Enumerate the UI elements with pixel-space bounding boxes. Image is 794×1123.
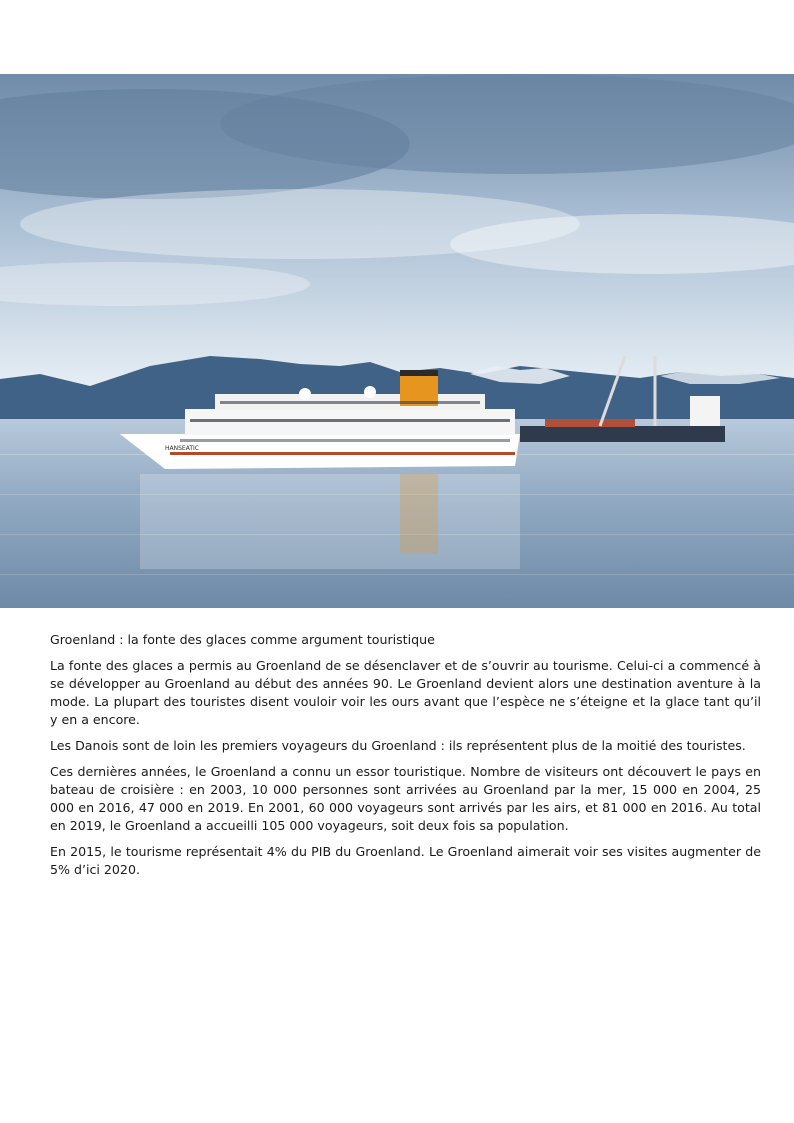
article-paragraph: Les Danois sont de loin les premiers voyageurs du Groenland : ils représentent plus de la moitié des touristes. [50, 738, 746, 753]
article [50, 631, 761, 887]
sky [0, 74, 794, 394]
article-paragraph: En 2015, le tourisme représentait 4% du PIB du Groenland. Le Groenland aimerait voir ses visites augmenter de 5% d’ici 2020. [50, 844, 761, 877]
reflections [140, 474, 520, 569]
article-title: Groenland : la fonte des glaces comme argument touristique [50, 632, 435, 647]
article-paragraph: La fonte des glaces a permis au Groenland de se désenclaver et de s’ouvrir au tourisme. Celui-ci a commencé à se développer au Groenland au début des années 90. Le Groenland devient alors une destination aventure à la mode. La plupart des touristes disent vouloir voir les ours avant que l’espèce ne s’éteigne et la glace tant qu’il y en a encore. [50, 658, 761, 727]
cruise-ship-photo [0, 74, 794, 608]
ship-name-label: HANSEATIC [165, 445, 199, 452]
article-paragraph: Ces dernières années, le Groenland a connu un essor touristique. Nombre de visiteurs ont découvert le pays en bateau de croisière : en 2003, 10 000 personnes sont arrivées au Groenland par la mer, 15 000 en 2004, 25 000 en 2016, 47 000 en 2019. En 2001, 60 000 voyageurs sont arrivés par les airs, et 81 000 en 2016. Au total en 2019, le Groenland a accueilli 105 000 voyageurs, soit deux fois sa population. [50, 764, 761, 833]
